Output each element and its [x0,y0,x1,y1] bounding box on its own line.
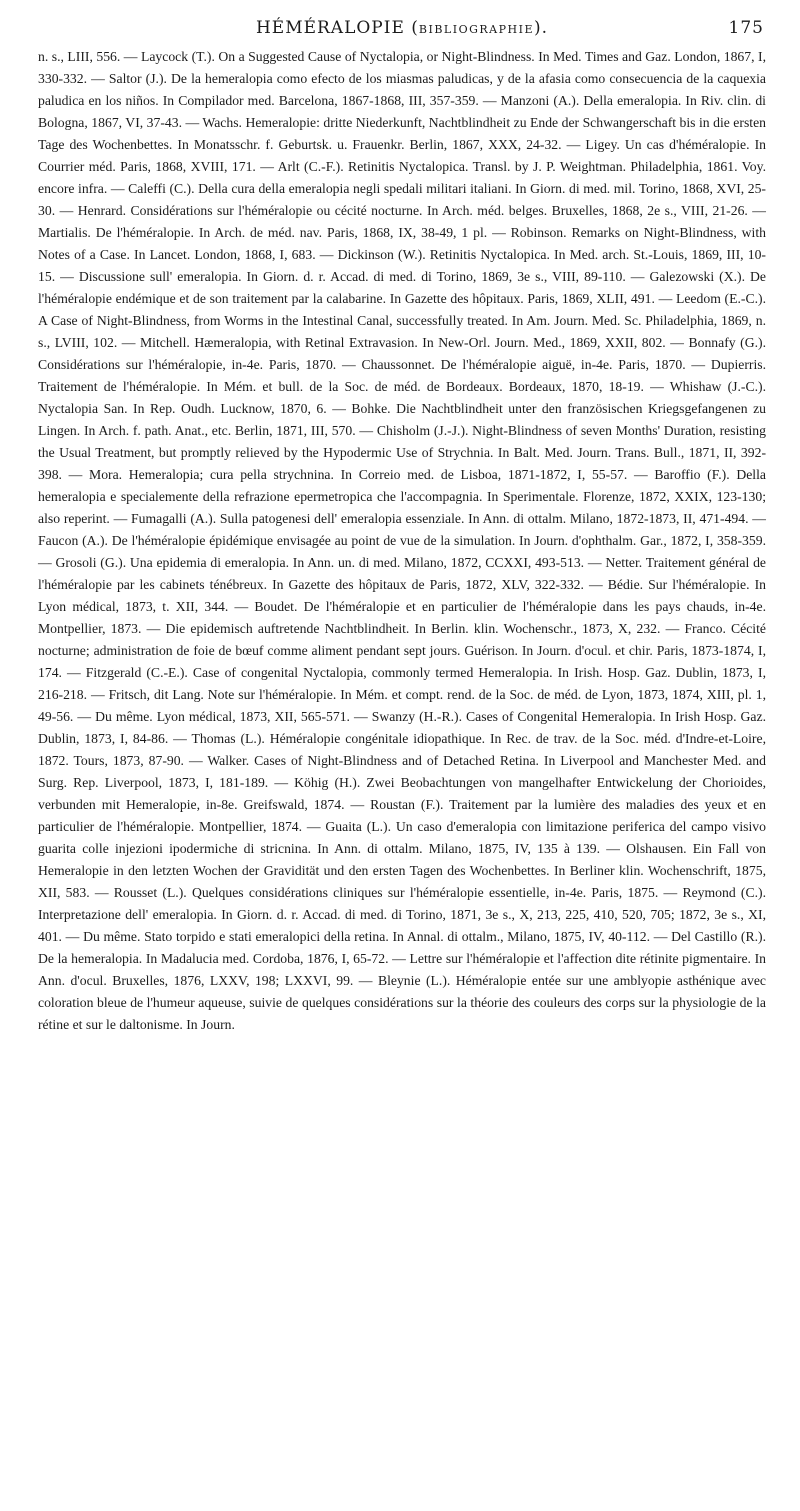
page-number: 175 [728,18,764,38]
bibliography-paragraph: n. s., LIII, 556. — Laycock (T.). On a Suggested Cause of Nyctalopia, or Night-Blindness. In Med. Times and Gaz. London, 1867, I, 330-332. — Saltor (J.). De la hemeralopia como efecto de los miasmas paludicas, y de la afasia como consecuencia de la caquexia paludica en los niños. In Compilador med. Barcelona, 1867-1868, III, 357-359. — Manzoni (A.). Della emeralopia. In Riv. clin. di Bologna, 1867, VI, 37-43. — Wachs. Hemeralopie: dritte Niederkunft, Nachtblindheit zu Ende der Schwangerschaft bis in die ersten Tage des Wochenbettes. In Monatsschr. f. Geburtsk. u. Frauenkr. Berlin, 1867, XXX, 24-32. — Ligey. Un cas d'héméralopie. In Courrier méd. Paris, 1868, XVIII, 171. — Arlt (C.-F.). Retinitis Nyctalopica. Transl. by J. P. Weightman. Philadelphia, 1861. Voy. encore infra. — Caleffi (C.). Della cura della emeralopia negli spedali militari italiani. In Giorn. di med. mil. Torino, 1868, XVI, 25-30. — Henrard. Considérations sur l'héméralopie ou cécité nocturne. In Arch. méd. belges. Bruxelles, 1868, 2e s., VIII, 21-26. — Martialis. De l'héméralopie. In Arch. de méd. nav. Paris, 1868, IX, 38-49, 1 pl. — Robinson. Remarks on Night-Blindness, with Notes of a Case. In Lancet. London, 1868, I, 683. — Dickinson (W.). Retinitis Nyctalopica. In Med. arch. St.-Louis, 1869, III, 10-15. — Discussione sull' emeralopia. In Giorn. d. r. Accad. di med. di Torino, 1869, 3e s., VIII, 89-110. — Galezowski (X.). De l'héméralopie endémique et de son traitement par la calabarine. In Gazette des hôpitaux. Paris, 1869, XLII, 491. — Leedom (E.-C.). A Case of Night-Blindness, from Worms in the Intestinal Canal, successfully treated. In Am. Journ. Med. Sc. Philadelphia, 1869, n. s., LVIII, 102. — Mitchell. Hæmeralopia, with Retinal Extravasion. In New-Orl. Journ. Med., 1869, XXII, 802. — Bonnafy (G.). Considérations sur l'héméralopie, in-4e. Paris, 1870. — Chaussonnet. De l'héméralopie aiguë, in-4e. Paris, 1870. — Dupierris. Traitement de l'héméralopie. In Mém. et bull. de la Soc. de méd. de Bordeaux. Bordeaux, 1870, 18-19. — Whishaw (J.-C.). Nyctalopia San. In Rep. Oudh. Lucknow, 1870, 6. — Bohke. Die Nachtblindheit unter den französischen Kriegsgefangenen zu Lingen. In Arch. f. path. Anat., etc. Berlin, 1871, III, 570. — Chisholm (J.-J.). Night-Blindness of seven Months' Duration, resisting the Usual Treatment, but promptly relieved by the Hypodermic Use of Strychnia. In Balt. Med. Journ. Trans. Bull., 1871, II, 392-398. — Mora. Hemeralopia; cura pella strychnina. In Correio med. de Lisboa, 1871-1872, I, 55-57. — Baroffio (F.). Della hemeralopia e specialemente della refrazione epermetropica che l'accompagnia. In Sperimentale. Florenze, 1872, XXIX, 123-130; also reperint. — Fumagalli (A.). Sulla patogenesi dell' emeralopia essenziale. In Ann. di ottalm. Milano, 1872-1873, II, 471-494. — Faucon (A.). De l'héméralopie épidémique envisagée au point de vue de la simulation. In Journ. d'ophthalm. Gar., 1872, I, 358-359. — Grosoli (G.). Una epidemia di emeralopia. In Ann. un. di med. Milano, 1872, CCXXI, 493-513. — Netter. Traitement général de l'héméralopie par les cabinets ténébreux. In Gazette des hôpitaux de Paris, 1872, XLV, 322-332. — Bédie. Sur l'héméralopie. In Lyon médical, 1873, t. XII, 344. — Boudet. De l'héméralopie et en particulier de l'héméralopie dans les pays chauds, in-4e. Montpellier, 1873. — Die epidemisch auftretende Nachtblindheit. In Berlin. klin. Wochenschr., 1873, X, 232. — Franco. Cécité nocturne; administration de foie de bœuf comme aliment pendant sept jours. Guérison. In Journ. d'ocul. et chir. Paris, 1873-1874, I, 174. — Fitzgerald (C.-E.). Case of congenital Nyctalopia, commonly termed Hemeralopia. In Irish. Hosp. Gaz. Dublin, 1873, I, 216-218. — Fritsch, dit Lang. Note sur l'héméralopie. In Mém. et compt. rend. de la Soc. de méd. de Lyon, 1873, 1874, XIII, pl. 1, 49-56. — Du même. Lyon médical, 1873, XII, 565-571. — Swanzy (H.-R.). Cases of Congenital Hemeralopia. In Irish Hosp. Gaz. Dublin, 1873, I, 84-86. — Thomas (L.). Héméralopie congénitale idiopathique. In Rec. de trav. de la Soc. méd. d'Indre-et-Loire, 1872. Tours, 1873, 87-90. — Walker. Cases of Night-Blindness and of Detached Retina. In Liverpool and Manchester Med. and Surg. Rep. Liverpool, 1873, I, 181-189. — Köhig (H.). Zwei Beobachtungen von mangelhafter Entwickelung der Chorioides, verbunden mit Hemeralopie, in-8e. Greifswald, 1874. — Roustan (F.). Traitement par la lumière des maladies des yeux et en particulier de l'héméralopie. Montpellier, 1874. — Guaita (L.). Un caso d'emeralopia con limitazione periferica del campo visivo guarita colle injezioni ipodermiche di stricnina. In Ann. di ottalm. Milano, 1875, IV, 135 à 139. — Olshausen. Ein Fall von Hemeralopie in den letzten Wochen der Gravidität und den ersten Tagen des Wochenbettes. In Berliner klin. Wochenschrift, 1875, XII, 583. — Rousset (L.). Quelques considérations cliniques sur l'héméralopie essentielle, in-4e. Paris, 1875. — Reymond (C.). Interpretazione dell' emeralopia. In Giorn. d. r. Accad. di med. di Torino, 1871, 3e s., X, 213, 225, 410, 520, 705; 1872, 3e s., XI, 401. — Du même. Stato torpido e stati emeralopici della retina. In Annal. di ottalm., Milano, 1875, IV, 40-112. — Del Castillo (R.). De la hemeralopia. In Madalucia med. Cordoba, 1876, I, 65-72. — Lettre sur l'héméralopie et l'affection dite rétinite pigmentaire. In Ann. d'ocul. Bruxelles, 1876, LXXV, 198; LXXVI, 99. — Bleynie (L.). Héméralopie entée sur une amblyopie asthénique avec coloration bleue de l'humeur aqueuse, suivie de quelques considérations sur la théorie des couleurs des corps sur la physiologie de la rétine et sur le daltonisme. In Journ. [38,49,766,1032]
running-title-small: BIBLIOGRAPHIE [418,23,534,36]
running-title-paren-close: ). [533,18,549,38]
running-header [38,0,766,46]
running-title-paren-open: ( [404,18,419,38]
bibliography-body [38,46,766,1036]
running-title-main: HÉMÉRALOPIE [255,18,405,38]
running-title [38,18,766,38]
